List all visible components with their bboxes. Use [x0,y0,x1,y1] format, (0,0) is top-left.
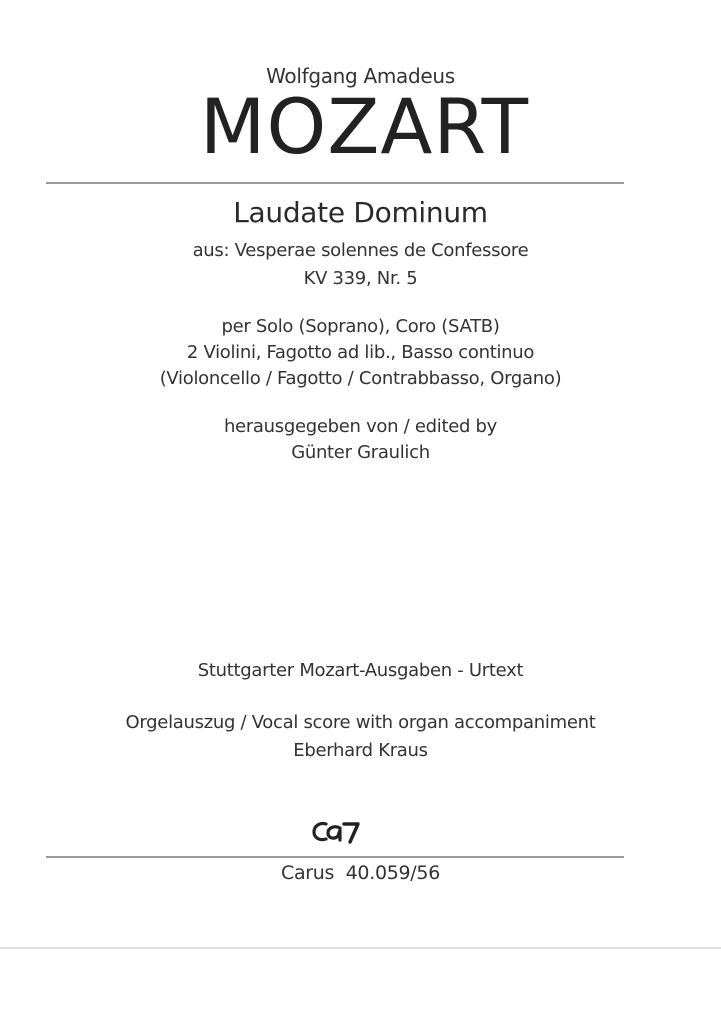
editor-label: herausgegeben von / edited by [223,416,498,437]
composer-surname: MOZART [199,82,530,171]
scoring-line-3: (Violoncello / Fagotto / Contrabbasso, Organo) [159,368,562,389]
composer-first-names: Wolfgang Amadeus [266,64,455,88]
scoring-line-2: 2 Violini, Fagotto ad lib., Basso continuo [186,342,535,363]
order-number: Carus 40.059/56 [280,862,440,884]
series-name: Stuttgarter Mozart-Ausgaben - Urtext [197,660,524,681]
work-source: aus: Vesperae solennes de Confessore [192,240,529,261]
editor-name: Günter Graulich [291,442,430,463]
page-edge [0,947,721,949]
edition-type: Orgelauszug / Vocal score with organ accompaniment [125,712,596,733]
carus-logo-icon [310,816,362,846]
scoring-line-1: per Solo (Soprano), Coro (SATB) [221,316,500,337]
work-title: Laudate Dominum [233,196,488,229]
bottom-rule [46,856,624,858]
top-rule [46,182,624,184]
edition-arranger: Eberhard Kraus [293,740,428,761]
work-catalog-number: KV 339, Nr. 5 [303,268,418,289]
